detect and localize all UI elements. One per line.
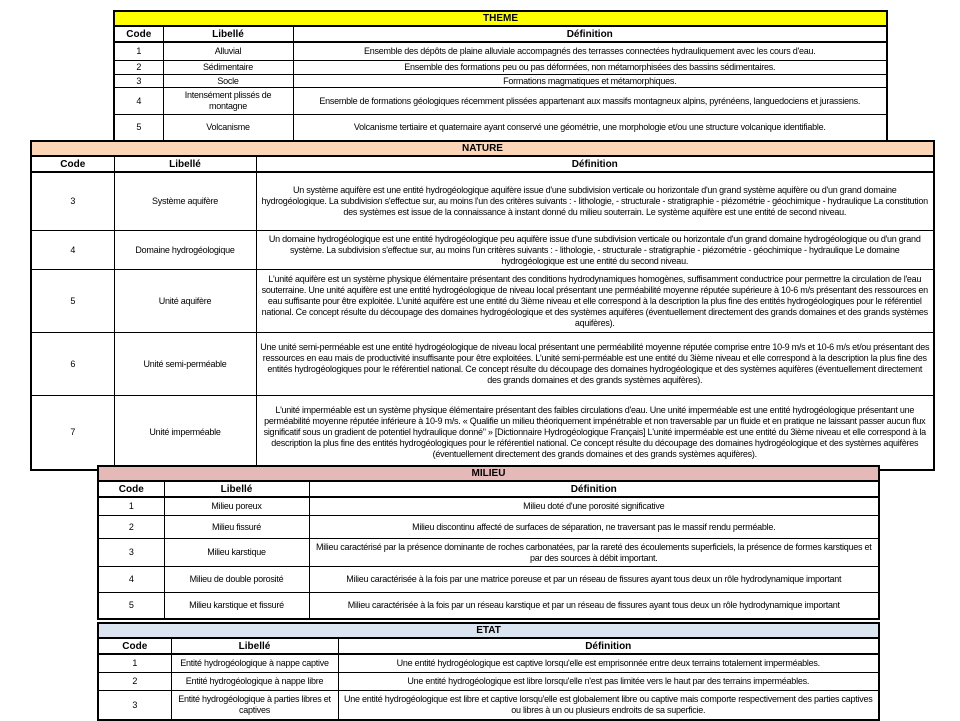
- cell-code: 2: [114, 61, 163, 75]
- table-row: [31, 231, 934, 270]
- cell-libelle: Milieu de double porosité: [164, 567, 309, 593]
- theme-table: [113, 10, 888, 142]
- table-row: [114, 42, 887, 61]
- cell-libelle: Unité imperméable: [114, 396, 256, 471]
- column-header-code: Code: [114, 26, 163, 42]
- cell-definition: Ensemble des formations peu ou pas déformées, non métamorphisées des bassins sédimentaires.: [293, 61, 887, 75]
- cell-libelle: Milieu karstique: [164, 539, 309, 567]
- cell-definition: Milieu caractérisé par la présence dominante de roches carbonatées, par la rareté des écoulements superficiels, la présence de formes karstiques et par des sources à débit important.: [309, 539, 879, 567]
- cell-code: 5: [31, 270, 114, 333]
- milieu-table-title: MILIEU: [98, 466, 879, 481]
- cell-code: 4: [114, 88, 163, 115]
- cell-definition: Un domaine hydrogéologique est une entité hydrogéologique peu aquifère issue d'une subdivision verticale ou horizontale d'un grand domaine hydrogéologique ou d'un grand système. La subdivision s'effectue sur, au moins l'un critères suivants : - lithologie, - structurale - stratigraphie - piézométrie - géochimique - hydraulique Le domaine hydrogéologique est une entité du second niveau.: [256, 231, 934, 270]
- theme-table-title: THEME: [114, 11, 887, 26]
- column-header-definition: Définition: [293, 26, 887, 42]
- table-row: [98, 654, 879, 673]
- cell-definition: Ensemble de formations géologiques récemment plissées appartenant aux massifs montagneux alpins, pyrénéens, languedociens et jurassiens.: [293, 88, 887, 115]
- cell-definition: Milieu discontinu affecté de surfaces de séparation, ne traversant pas le massif rendu perméable.: [309, 516, 879, 539]
- table-row: [31, 396, 934, 471]
- cell-code: 2: [98, 516, 164, 539]
- column-header-libelle: Libellé: [171, 638, 338, 654]
- table-row: [98, 516, 879, 539]
- cell-code: 7: [31, 396, 114, 471]
- cell-libelle: Entité hydrogéologique à parties libres et captives: [171, 691, 338, 721]
- milieu-table: [97, 465, 880, 620]
- table-row: [98, 593, 879, 620]
- cell-libelle: Milieu fissuré: [164, 516, 309, 539]
- column-header-code: Code: [98, 481, 164, 497]
- nature-table-grid: [30, 140, 935, 471]
- cell-definition: Un système aquifère est une entité hydrogéologique aquifère issue d'une subdivision verticale ou horizontale d'un grand système aquifère ou d'un grand domaine hydrogéologique. La subdivision s'effectue sur, au moins l'un des critères suivants : - lithologie, - structurale - stratigraphie - piézométrie - géochimique - hydraulique La constitution des systèmes est issue de la connaissance à instant donné du milieu souterrain. Le système aquifère est une entité de second niveau.: [256, 172, 934, 231]
- cell-libelle: Alluvial: [163, 42, 293, 61]
- cell-code: 5: [114, 115, 163, 142]
- cell-definition: Ensemble des dépôts de plaine alluviale accompagnés des terrasses connectées hydrauliquement avec les cours d'eau.: [293, 42, 887, 61]
- cell-definition: Volcanisme tertiaire et quaternaire ayant conservé une géométrie, une morphologie et/ou une structure volcanique identifiable.: [293, 115, 887, 142]
- theme-table-grid: [113, 10, 888, 142]
- cell-definition: Milieu caractérisée à la fois par une matrice poreuse et par un réseau de fissures ayant tous deux un rôle hydrodynamique important: [309, 567, 879, 593]
- table-row: [98, 691, 879, 721]
- cell-libelle: Domaine hydrogéologique: [114, 231, 256, 270]
- table-row: [114, 61, 887, 75]
- table-row: [98, 673, 879, 691]
- table-row: [31, 270, 934, 333]
- cell-libelle: Volcanisme: [163, 115, 293, 142]
- etat-header-row: [98, 638, 879, 654]
- column-header-definition: Définition: [338, 638, 879, 654]
- cell-code: 5: [98, 593, 164, 620]
- cell-libelle: Milieu poreux: [164, 497, 309, 516]
- cell-libelle: Unité semi-perméable: [114, 333, 256, 396]
- cell-code: 4: [31, 231, 114, 270]
- column-header-definition: Définition: [309, 481, 879, 497]
- table-row: [98, 567, 879, 593]
- cell-definition: Milieu caractérisée à la fois par un réseau karstique et par un réseau de fissures ayant tous deux un rôle hydrodynamique important: [309, 593, 879, 620]
- cell-code: 4: [98, 567, 164, 593]
- cell-libelle: Milieu karstique et fissuré: [164, 593, 309, 620]
- etat-table: [97, 622, 880, 721]
- cell-definition: Une entité hydrogéologique est libre lorsqu'elle n'est pas limitée vers le haut par des terrains imperméables.: [338, 673, 879, 691]
- cell-libelle: Intensément plissés de montagne: [163, 88, 293, 115]
- cell-code: 6: [31, 333, 114, 396]
- cell-libelle: Entité hydrogéologique à nappe libre: [171, 673, 338, 691]
- cell-libelle: Unité aquifère: [114, 270, 256, 333]
- column-header-code: Code: [31, 156, 114, 172]
- cell-libelle: Système aquifère: [114, 172, 256, 231]
- table-row: [98, 539, 879, 567]
- cell-code: 3: [31, 172, 114, 231]
- column-header-libelle: Libellé: [164, 481, 309, 497]
- etat-table-title: ETAT: [98, 623, 879, 638]
- table-row: [31, 333, 934, 396]
- cell-code: 2: [98, 673, 171, 691]
- table-row: [114, 75, 887, 88]
- etat-table-grid: [97, 622, 880, 721]
- cell-libelle: Socle: [163, 75, 293, 88]
- cell-definition: Milieu doté d'une porosité significative: [309, 497, 879, 516]
- cell-definition: L'unité imperméable est un système physique élémentaire présentant des faibles circulations d'eau. Une unité imperméable est une entité hydrogéologique présentant une perméabilité moyenne réputée inférieure à 10-9 m/s. « Qualifie un milieu théoriquement impénétrable et non traversable par un fluide et en pratique ne laissant passer aucun flux significatif sous un gradient de potentiel hydraulique donné" » [Dictionnaire Hydrogéologique Français] L'unité imperméable est une entité du 3ième niveau et elle correspond à la description la plus fine des entités hydrogéologiques pour le référentiel national. Ce concept résulte du découpage des domaines hydrogéologique et des systèmes aquifères (éventuellement directement des grands domaines et des grands systèmes aquifères).: [256, 396, 934, 471]
- column-header-code: Code: [98, 638, 171, 654]
- milieu-table-grid: [97, 465, 880, 620]
- table-row: [114, 115, 887, 142]
- nature-table: [30, 140, 935, 471]
- table-row: [31, 172, 934, 231]
- column-header-libelle: Libellé: [163, 26, 293, 42]
- cell-code: 1: [98, 497, 164, 516]
- cell-libelle: Entité hydrogéologique à nappe captive: [171, 654, 338, 673]
- cell-definition: Une entité hydrogéologique est captive lorsqu'elle est emprisonnée entre deux terrains totalement imperméables.: [338, 654, 879, 673]
- cell-code: 1: [114, 42, 163, 61]
- theme-header-row: [114, 26, 887, 42]
- cell-definition: Formations magmatiques et métamorphiques.: [293, 75, 887, 88]
- cell-code: 3: [98, 691, 171, 721]
- cell-definition: L'unité aquifère est un système physique élémentaire présentant des conditions hydrodynamiques homogènes, suffisamment conductrice pour permettre la circulation de l'eau souterraine. Une unité aquifère est une entité hydrogéologique de niveau local présentant une perméabilité moyenne réputée supérieure à 10-6 m/s présentant des ressources en eau suffisante pour être exploitée. L'unité aquifère est une entité du 3ième niveau et elle correspond à la description la plus fine des entités hydrogéologiques pour le référentiel national. Ce concept résulte du découpage des domaines hydrogéologique et des systèmes aquifères (éventuellement directement des grands domaines et des grands systèmes aquifères).: [256, 270, 934, 333]
- column-header-libelle: Libellé: [114, 156, 256, 172]
- table-row: [98, 497, 879, 516]
- cell-code: 1: [98, 654, 171, 673]
- nature-table-title: NATURE: [31, 141, 934, 156]
- cell-code: 3: [98, 539, 164, 567]
- cell-definition: Une entité hydrogéologique est libre et captive lorsqu'elle est globalement libre ou captive mais comporte respectivement des parties captives ou libres à un ou plusieurs endroits de sa superficie.: [338, 691, 879, 721]
- cell-code: 3: [114, 75, 163, 88]
- cell-definition: Une unité semi-perméable est une entité hydrogéologique de niveau local présentant une perméabilité moyenne réputée comprise entre 10-9 m/s et 10-6 m/s et/ou présentant des ressources en eau mais de productivité insuffisante pour être exploitées. L'unité semi-perméable est une entité du 3ième niveau et elle correspond à la description la plus fine des entités hydrogéologiques pour le référentiel national. Ce concept résulte du découpage des domaines hydrogéologique et des systèmes aquifères (éventuellement directement des grands domaines et des grands systèmes aquifères).: [256, 333, 934, 396]
- column-header-definition: Définition: [256, 156, 934, 172]
- milieu-header-row: [98, 481, 879, 497]
- cell-libelle: Sédimentaire: [163, 61, 293, 75]
- nature-header-row: [31, 156, 934, 172]
- table-row: [114, 88, 887, 115]
